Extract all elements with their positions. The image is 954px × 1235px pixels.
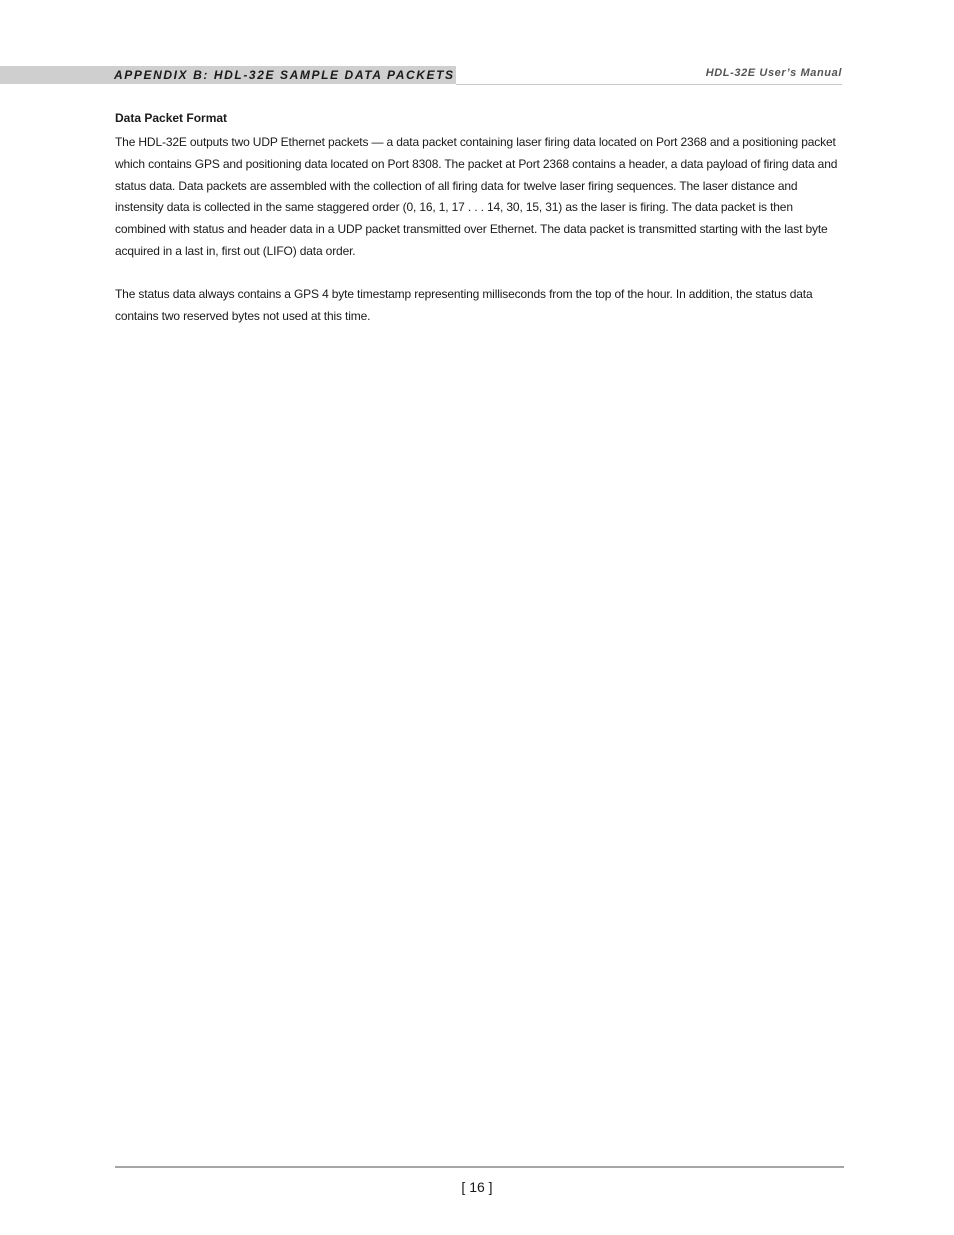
paragraph-data-packet: The HDL-32E outputs two UDP Ethernet packets — a data packet containing laser firing data located on Port 2368 and a positioning packet which contains GPS and positioning data located on Port 8308. The packet at Port 2368 contains a header, a data payload of firing data and status data. Data packets are assembled with the collection of all firing data for twelve laser firing sequences. The laser distance and instensity data is collected in the same staggered order (0, 16, 1, 17 . . . 14, 30, 15, 31) as the laser is firing. The data packet is then combined with status and header data in a UDP packet transmitted over Ethernet. The data packet is transmitted starting with the last byte acquired in a last in, first out (LIFO) data order. [115, 135, 838, 258]
header-rule [456, 84, 842, 85]
appendix-title: APPENDIX B: HDL-32E SAMPLE DATA PACKETS [114, 68, 455, 82]
page-content [115, 110, 843, 348]
section-heading: Data Packet Format [115, 111, 228, 125]
manual-title: HDL-32E User’s Manual [705, 67, 842, 79]
paragraph-status-data: The status data always contains a GPS 4 byte timestamp representing milliseconds from the top of the hour. In addition, the status data contains two reserved bytes not used at this time. [115, 286, 813, 323]
page-number: [ 16 ] [461, 1179, 493, 1195]
footer-rule [115, 1166, 844, 1168]
